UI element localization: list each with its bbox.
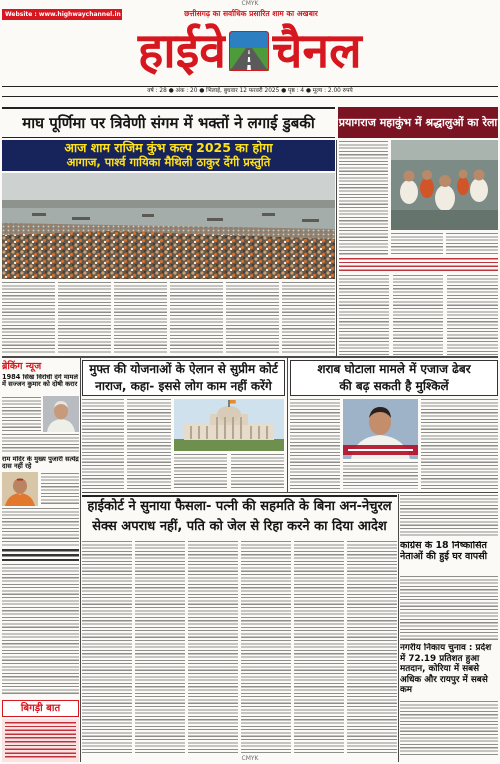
breaking-news-item-text (2, 508, 79, 546)
high-court-story-headline (82, 495, 397, 538)
website-url-label: Website : www.highwaychannel.in (2, 9, 122, 20)
side-story-text-column (393, 275, 443, 355)
side-story-subhead (339, 258, 498, 271)
freebies-story-text-column (174, 454, 227, 489)
photo-aijaz-dhebar (343, 399, 418, 459)
photo-sajjan-kumar (43, 396, 79, 432)
lead-story-text-column (58, 282, 111, 354)
column-divider (398, 494, 399, 762)
photo-satyendra-das (2, 472, 38, 506)
column-divider (287, 358, 288, 492)
newspaper-tagline: छत्तीसगढ़ का सर्वाधिक प्रसारित शाम का अखबार (184, 9, 318, 18)
photo-sangam-crowd (2, 173, 335, 279)
lead-story-text-column (170, 282, 223, 354)
photo-supreme-court (174, 399, 284, 451)
breaking-news-item-text (2, 397, 41, 432)
headline-line: नाराज, कहा- इससे लोग काम नहीं करेंगे (95, 378, 272, 393)
humor-column-text (5, 722, 76, 760)
lead-story-banner (2, 140, 335, 171)
cmyk-registration-mark-bottom: CMYK (241, 755, 259, 762)
side-story-text-column (339, 275, 389, 355)
section-divider (2, 356, 498, 358)
freebies-story-headline (82, 360, 285, 396)
liquor-scam-story-text-column (400, 495, 498, 538)
liquor-scam-story-headline (290, 360, 498, 396)
headline-line: हाईकोर्ट ने सुनाया फैसला- पत्नी की सहमति के बिना अन-नेचुरल (87, 499, 392, 514)
breaking-news-item-text (2, 564, 79, 696)
high-court-story-text-column (188, 541, 238, 753)
humor-column-heading: बिगड़ी बात (2, 700, 79, 717)
congress-story-headline: कांग्रेस के 18 निष्कासित नेताओं की हुई घर वापसी (400, 541, 488, 562)
lead-story-text-column (282, 282, 335, 354)
masthead-title-left: हाईवे (137, 23, 226, 79)
side-story-text-column (339, 141, 388, 255)
masthead-title-right: चैनल (272, 23, 362, 79)
banner-line-1: आज शाम राजिम कुंभ कल्प 2025 का होगा (64, 140, 273, 155)
lead-story-text-column (2, 282, 55, 354)
liquor-scam-story-text-column (290, 399, 340, 489)
high-court-story-text-column (347, 541, 397, 753)
high-court-story-text-column (294, 541, 344, 753)
lead-story-text-column (114, 282, 167, 354)
breaking-news-item-headline: राम मंदिर के मुख्य पुजारी सत्येंद्र दास नहीं रहे (2, 456, 79, 471)
dateline: वर्ष : 28 ● अंक : 20 ● भिलाई, बुधवार 12 फरवरी 2025 ● पृष्ठ : 4 ● मूल्य : 2.00 रुपये (2, 86, 498, 97)
column-divider (336, 140, 337, 356)
high-court-story-text-column (82, 541, 132, 753)
cmyk-registration-mark-top: CMYK (241, 0, 259, 7)
breaking-news-item-headline: 1984 सिख विरोधी दंगे मामले में सज्जन कुमार को दोषी करार (2, 374, 78, 389)
liquor-scam-story-text-column (343, 462, 418, 489)
civic-poll-story-headline: नगरीय निकाय चुनाव : प्रदेश में 72.19 प्रतिशत हुआ मतदान, कोरिया में सबसे अधिक और रायपुर में सबसे कम (400, 643, 492, 696)
headline-line: की बढ़ सकती है मुश्किलें (339, 378, 449, 393)
freebies-story-text-column (231, 454, 284, 489)
headline-line: मुफ्त की योजनाओं के ऐलान से सुप्रीम कोर्ट (89, 362, 278, 376)
congress-story-text (400, 576, 498, 641)
highway-road-icon (229, 31, 269, 71)
breaking-news-item-text (2, 434, 79, 454)
headline-line: शराब घोटाला मामले में एजाज ढेबर (317, 362, 471, 376)
breaking-news-heading: ब्रेकिंग न्यूज (2, 361, 42, 372)
side-story-text-column (391, 233, 443, 255)
civic-poll-story-text (400, 701, 498, 756)
breaking-news-item-headline (2, 549, 79, 561)
freebies-story-text-column (82, 399, 124, 489)
banner-line-2: आगाज, पार्श्व गायिका मैथिली ठाकुर देंगी प्रस्तुति (66, 155, 271, 169)
breaking-news-item-text (41, 473, 79, 506)
liquor-scam-story-text-column (421, 399, 498, 489)
lead-story-headline: माघ पूर्णिमा पर त्रिवेणी संगम में भक्तों ने लगाई डुबकी (2, 107, 335, 138)
headline-line: सेक्स अपराध नहीं, पति को जेल से रिहा करने का दिया आदेश (92, 518, 387, 534)
high-court-story-text-column (135, 541, 185, 753)
side-story-text-column (446, 233, 498, 255)
side-story-headline: प्रयागराज महाकुंभ में श्रद्धालुओं का रेला (338, 107, 498, 138)
column-divider (80, 358, 81, 762)
photo-pilgrims-bathing (391, 140, 498, 230)
high-court-story-text-column (241, 541, 291, 753)
freebies-story-text-column (127, 399, 171, 489)
lead-story-text-column (226, 282, 279, 354)
side-story-text-column (447, 275, 498, 355)
section-divider (82, 492, 498, 493)
